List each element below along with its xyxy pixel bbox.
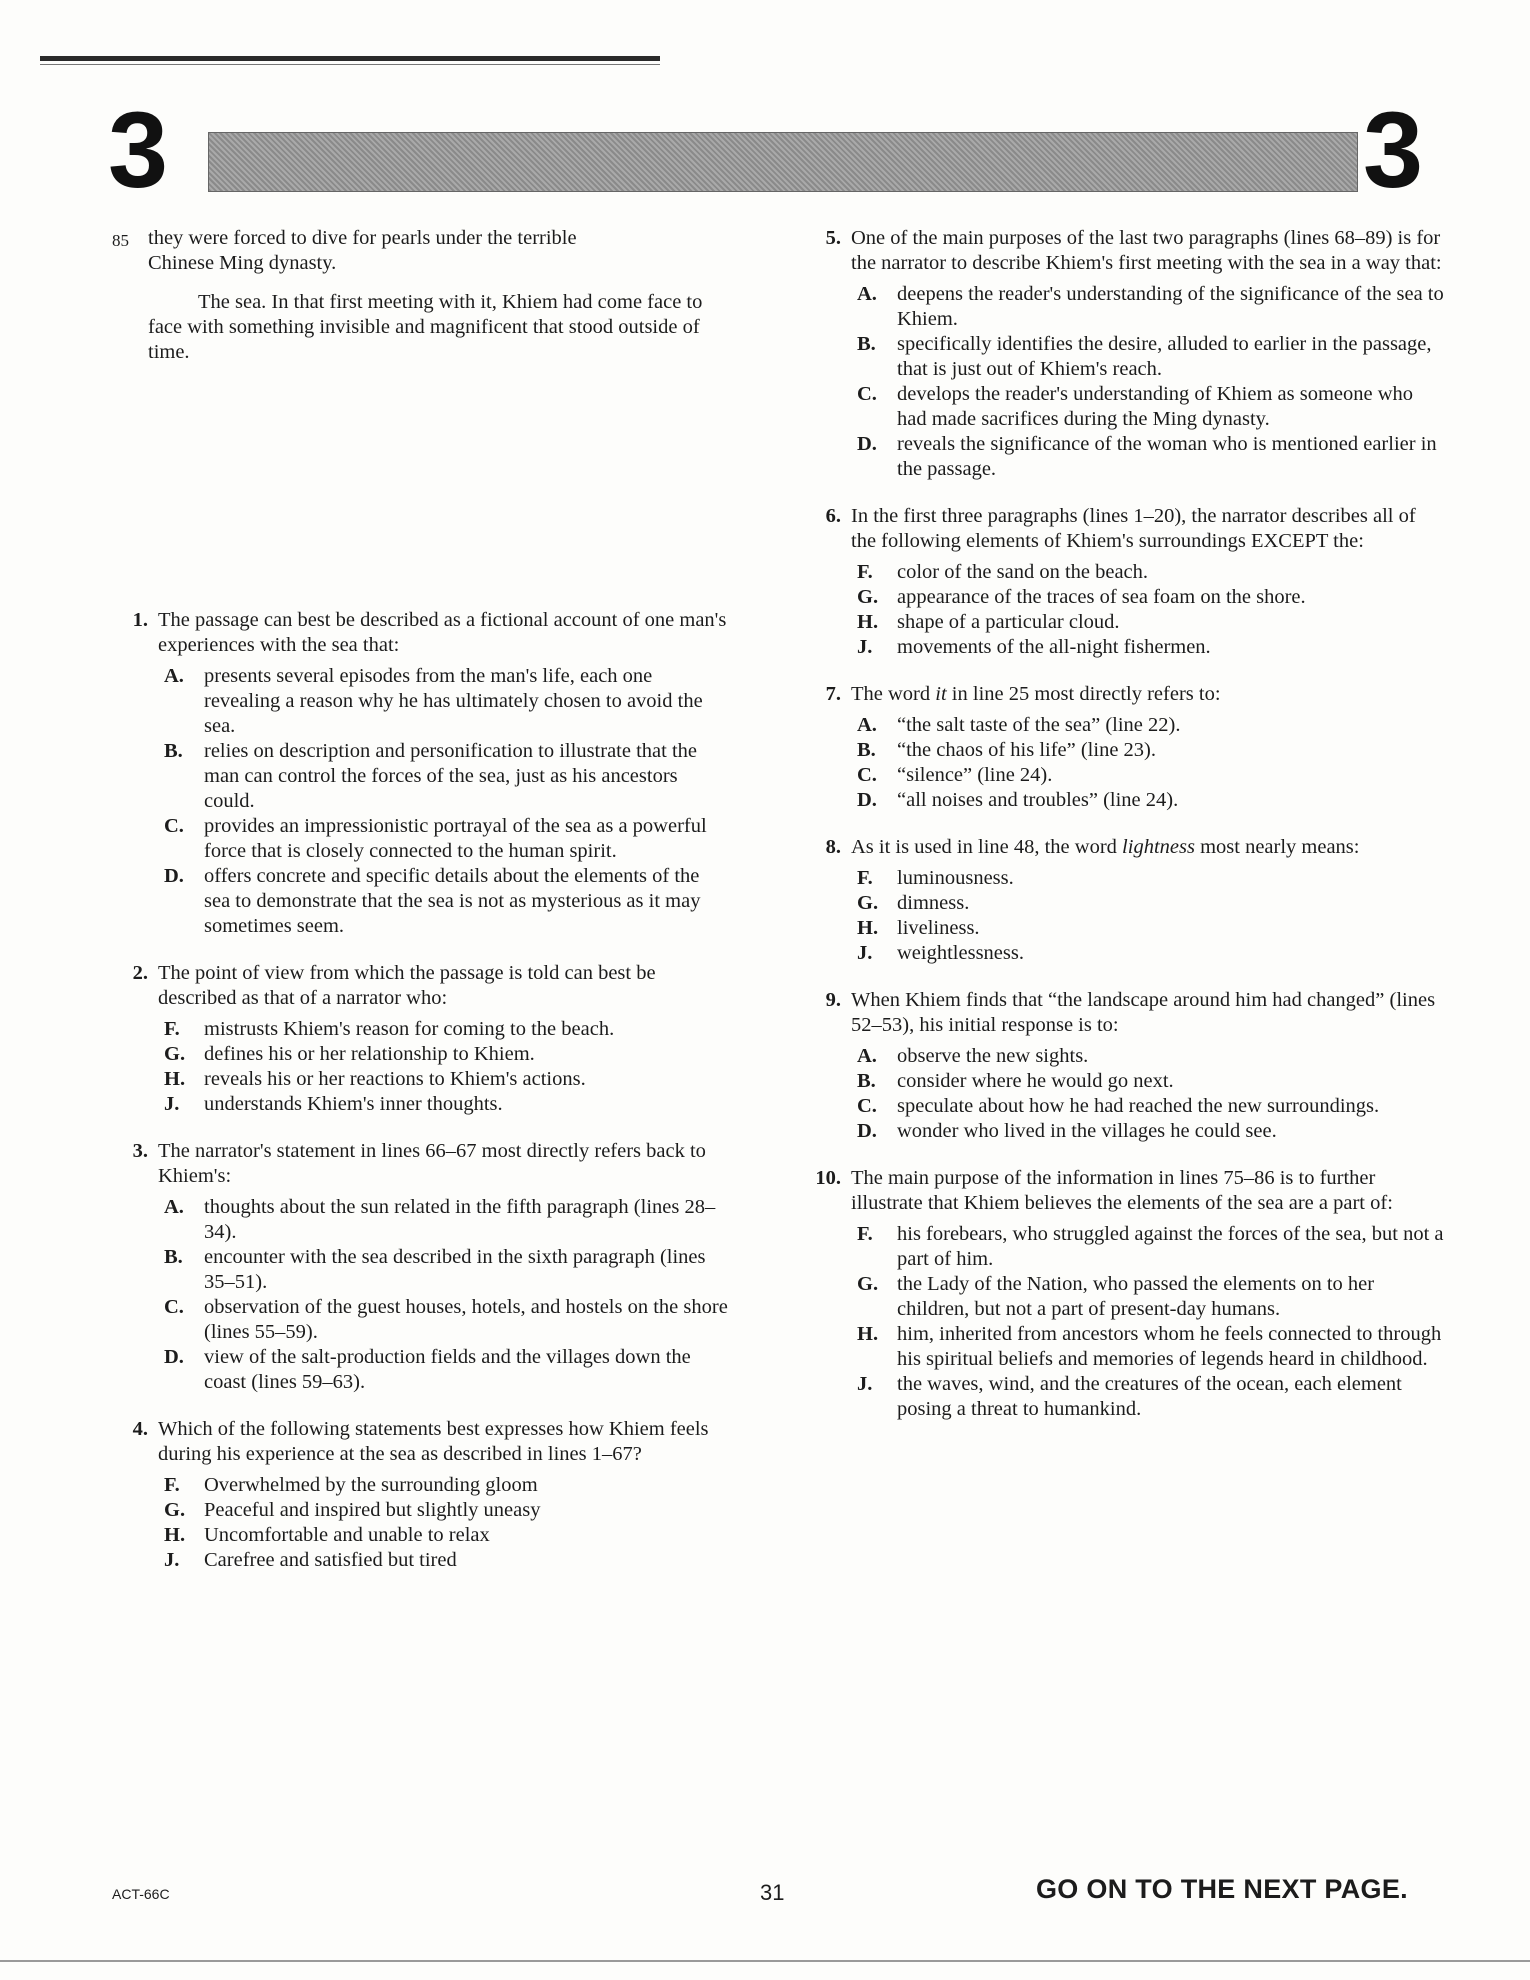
answer-option: [158, 1498, 730, 1523]
option-text: provides an impressionistic portrayal of the sea as a powerful force that is closely connected to the human spirit.: [204, 815, 707, 862]
answer-option: [851, 1094, 1445, 1119]
answer-option: [158, 1017, 730, 1042]
answer-option: [851, 941, 1445, 966]
question-number: 5.: [825, 227, 841, 249]
option-letter: A.: [857, 283, 877, 305]
answer-option: [158, 739, 730, 814]
answer-options: [851, 560, 1445, 660]
section-band: [208, 132, 1358, 192]
option-text: Uncomfortable and unable to relax: [204, 1524, 490, 1546]
option-letter: B.: [857, 739, 876, 761]
question-list-right: [805, 226, 1445, 1422]
option-text: “all noises and troubles” (line 24).: [897, 789, 1179, 811]
question: [112, 961, 730, 1117]
option-text: the Lady of the Nation, who passed the elements on to her children, but not a part of present-day humans.: [897, 1273, 1375, 1320]
passage-line: [112, 251, 730, 276]
option-text: encounter with the sea described in the sixth paragraph (lines 35–51).: [204, 1246, 706, 1293]
option-text: luminousness.: [897, 867, 1014, 889]
left-column: [112, 226, 730, 1595]
question-stem: [851, 835, 1445, 860]
answer-option: [851, 610, 1445, 635]
answer-option: [158, 1295, 730, 1345]
option-text: presents several episodes from the man's life, each one revealing a reason why he has ultimately chosen to avoid the sea.: [204, 665, 703, 737]
stem-text: in line 25 most directly refers to:: [946, 683, 1221, 705]
passage-paragraph: The sea. In that first meeting with it, Khiem had come face to face with something invisible and magnificent that stood outside of time.: [148, 291, 703, 363]
question-number: 7.: [825, 683, 841, 705]
option-text: Carefree and satisfied but tired: [204, 1549, 457, 1571]
stem-text: most nearly means:: [1194, 836, 1360, 858]
option-letter: J.: [164, 1093, 180, 1115]
option-text: offers concrete and specific details about the elements of the sea to demonstrate that the sea is not as mysterious as it may sometimes seem.: [204, 865, 701, 937]
answer-options: [158, 664, 730, 939]
option-letter: B.: [857, 1070, 876, 1092]
option-text: speculate about how he had reached the new surroundings.: [897, 1095, 1380, 1117]
question-stem: The main purpose of the information in lines 75–86 is to further illustrate that Khiem believes the elements of the sea are a part of:: [851, 1167, 1393, 1214]
option-text: reveals his or her reactions to Khiem's actions.: [204, 1068, 586, 1090]
answer-option: [851, 891, 1445, 916]
answer-option: [851, 1069, 1445, 1094]
answer-option: [158, 1473, 730, 1498]
emphasized-word: it: [935, 683, 947, 705]
answer-option: [851, 713, 1445, 738]
option-letter: G.: [857, 1273, 879, 1295]
answer-option: [158, 1523, 730, 1548]
option-text: dimness.: [897, 892, 970, 914]
option-letter: A.: [857, 1045, 877, 1067]
option-letter: F.: [164, 1474, 180, 1496]
question-number: 2.: [132, 962, 148, 984]
option-letter: F.: [857, 1223, 873, 1245]
question-number: 9.: [825, 989, 841, 1011]
question-number: 1.: [132, 609, 148, 631]
option-text: his forebears, who struggled against the forces of the sea, but not a part of him.: [897, 1223, 1444, 1270]
option-text: liveliness.: [897, 917, 980, 939]
answer-options: [851, 1222, 1445, 1422]
option-text: reveals the significance of the woman who is mentioned earlier in the passage.: [897, 433, 1437, 480]
option-text: specifically identifies the desire, alluded to earlier in the passage, that is just out of Khiem's reach.: [897, 333, 1432, 380]
answer-option: [851, 1272, 1445, 1322]
option-text: the waves, wind, and the creatures of the ocean, each element posing a threat to humankind.: [897, 1373, 1402, 1420]
option-text: observation of the guest houses, hotels, and hostels on the shore (lines 55–59).: [204, 1296, 728, 1343]
option-letter: H.: [164, 1524, 186, 1546]
option-letter: D.: [164, 1346, 184, 1368]
option-letter: F.: [857, 561, 873, 583]
stem-text: As it is used in line 48, the word: [851, 836, 1123, 858]
question-number: 10.: [815, 1167, 841, 1189]
answer-options: [158, 1473, 730, 1573]
question: [805, 1166, 1445, 1422]
answer-option: [158, 1092, 730, 1117]
question-number: 8.: [825, 836, 841, 858]
answer-option: [851, 1044, 1445, 1069]
option-letter: D.: [857, 433, 877, 455]
passage-text: Chinese Ming dynasty.: [148, 252, 337, 274]
stem-text: The word: [851, 683, 936, 705]
answer-option: [158, 664, 730, 739]
option-text: appearance of the traces of sea foam on the shore.: [897, 586, 1306, 608]
answer-option: [158, 1195, 730, 1245]
option-text: Overwhelmed by the surrounding gloom: [204, 1474, 538, 1496]
option-letter: F.: [164, 1018, 180, 1040]
answer-option: [851, 1222, 1445, 1272]
question: [805, 835, 1445, 966]
option-text: consider where he would go next.: [897, 1070, 1174, 1092]
answer-option: [158, 1548, 730, 1573]
answer-option: [851, 763, 1445, 788]
option-letter: J.: [857, 1373, 873, 1395]
question-stem: The passage can best be described as a fictional account of one man's experiences with the sea that:: [158, 609, 727, 656]
answer-option: [851, 866, 1445, 891]
emphasized-word: lightness: [1122, 836, 1195, 858]
section-number-left: 3: [108, 89, 169, 210]
option-letter: A.: [857, 714, 877, 736]
option-letter: G.: [164, 1499, 186, 1521]
option-letter: C.: [164, 815, 184, 837]
answer-option: [851, 432, 1445, 482]
question-number: 4.: [132, 1418, 148, 1440]
option-letter: H.: [857, 917, 879, 939]
option-text: “the salt taste of the sea” (line 22).: [897, 714, 1181, 736]
answer-option: [158, 1067, 730, 1092]
answer-option: [851, 635, 1445, 660]
option-letter: F.: [857, 867, 873, 889]
answer-option: [851, 382, 1445, 432]
question-stem: In the first three paragraphs (lines 1–20), the narrator describes all of the following elements of Khiem's surroundings EXCEPT the:: [851, 505, 1416, 552]
option-letter: H.: [857, 611, 879, 633]
option-letter: J.: [857, 636, 873, 658]
option-text: weightlessness.: [897, 942, 1024, 964]
option-letter: A.: [164, 1196, 184, 1218]
option-letter: G.: [164, 1043, 186, 1065]
answer-options: [158, 1017, 730, 1117]
passage-line: [112, 226, 730, 251]
bottom-rule: [0, 1960, 1530, 1962]
option-text: movements of the all-night fishermen.: [897, 636, 1211, 658]
option-text: develops the reader's understanding of Khiem as someone who had made sacrifices during the Ming dynasty.: [897, 383, 1414, 430]
option-text: Peaceful and inspired but slightly uneasy: [204, 1499, 541, 1521]
option-text: observe the new sights.: [897, 1045, 1089, 1067]
option-text: “the chaos of his life” (line 23).: [897, 739, 1157, 761]
question: [112, 1139, 730, 1395]
page-number: 31: [760, 1880, 785, 1905]
option-letter: J.: [164, 1549, 180, 1571]
answer-option: [851, 788, 1445, 813]
answer-option: [158, 814, 730, 864]
option-letter: G.: [857, 892, 879, 914]
option-letter: B.: [164, 1246, 183, 1268]
question-number: 3.: [132, 1140, 148, 1162]
option-letter: C.: [857, 1095, 877, 1117]
option-letter: H.: [164, 1068, 186, 1090]
answer-option: [851, 585, 1445, 610]
option-letter: D.: [857, 789, 877, 811]
answer-option: [851, 738, 1445, 763]
question: [805, 504, 1445, 660]
option-text: relies on description and personification to illustrate that the man can control the forces of the sea, just as his ancestors could.: [204, 740, 698, 812]
line-number: 85: [112, 231, 129, 250]
question: [112, 1417, 730, 1573]
question: [805, 988, 1445, 1144]
answer-options: [851, 282, 1445, 482]
answer-option: [158, 1345, 730, 1395]
option-text: him, inherited from ancestors whom he feels connected to through his spiritual beliefs and memories of legends heard in childhood.: [897, 1323, 1442, 1370]
answer-option: [851, 332, 1445, 382]
option-text: wonder who lived in the villages he could see.: [897, 1120, 1277, 1142]
answer-option: [158, 1042, 730, 1067]
answer-option: [851, 1119, 1445, 1144]
answer-option: [158, 864, 730, 939]
option-letter: D.: [857, 1120, 877, 1142]
option-letter: C.: [857, 764, 877, 786]
question: [805, 226, 1445, 482]
answer-option: [851, 560, 1445, 585]
option-letter: D.: [164, 865, 184, 887]
question-number: 6.: [825, 505, 841, 527]
option-text: understands Khiem's inner thoughts.: [204, 1093, 503, 1115]
option-text: mistrusts Khiem's reason for coming to the beach.: [204, 1018, 615, 1040]
answer-option: [851, 1372, 1445, 1422]
option-letter: B.: [857, 333, 876, 355]
option-text: deepens the reader's understanding of the significance of the sea to Khiem.: [897, 283, 1444, 330]
top-rule-thin: [40, 64, 660, 65]
question-list-left: [112, 608, 730, 1573]
option-letter: J.: [857, 942, 873, 964]
question-stem: When Khiem finds that “the landscape around him had changed” (lines 52–53), his initial response is to:: [851, 989, 1436, 1036]
option-letter: C.: [857, 383, 877, 405]
option-letter: C.: [164, 1296, 184, 1318]
answer-options: [158, 1195, 730, 1395]
answer-option: [851, 1322, 1445, 1372]
option-text: view of the salt-production fields and the villages down the coast (lines 59–63).: [204, 1346, 691, 1393]
option-letter: B.: [164, 740, 183, 762]
option-letter: H.: [857, 1323, 879, 1345]
question-stem: [851, 682, 1445, 707]
question-stem: Which of the following statements best expresses how Khiem feels during his experience at the sea as described in lines 1–67?: [158, 1418, 709, 1465]
option-text: shape of a particular cloud.: [897, 611, 1120, 633]
answer-option: [158, 1245, 730, 1295]
answer-options: [851, 1044, 1445, 1144]
option-text: defines his or her relationship to Khiem.: [204, 1043, 535, 1065]
question-stem: One of the main purposes of the last two paragraphs (lines 68–89) is for the narrator to describe Khiem's first meeting with the sea in a way that:: [851, 227, 1442, 274]
question: [805, 682, 1445, 813]
option-text: thoughts about the sun related in the fifth paragraph (lines 28–34).: [204, 1196, 716, 1243]
passage-text: they were forced to dive for pearls under the terrible: [148, 227, 577, 249]
footer-test-code: ACT-66C: [112, 1886, 170, 1902]
right-column: [805, 226, 1445, 1444]
question: [112, 608, 730, 939]
question-stem: The point of view from which the passage is told can best be described as that of a narrator who:: [158, 962, 656, 1009]
answer-options: [851, 713, 1445, 813]
question-stem: The narrator's statement in lines 66–67 most directly refers back to Khiem's:: [158, 1140, 706, 1187]
option-letter: A.: [164, 665, 184, 687]
option-text: color of the sand on the beach.: [897, 561, 1149, 583]
option-letter: G.: [857, 586, 879, 608]
answer-option: [851, 282, 1445, 332]
answer-option: [851, 916, 1445, 941]
section-number-right: 3: [1363, 89, 1424, 210]
go-on-next-page: GO ON TO THE NEXT PAGE.: [1036, 1874, 1408, 1904]
top-rule: [40, 56, 660, 61]
answer-options: [851, 866, 1445, 966]
option-text: “silence” (line 24).: [897, 764, 1053, 786]
